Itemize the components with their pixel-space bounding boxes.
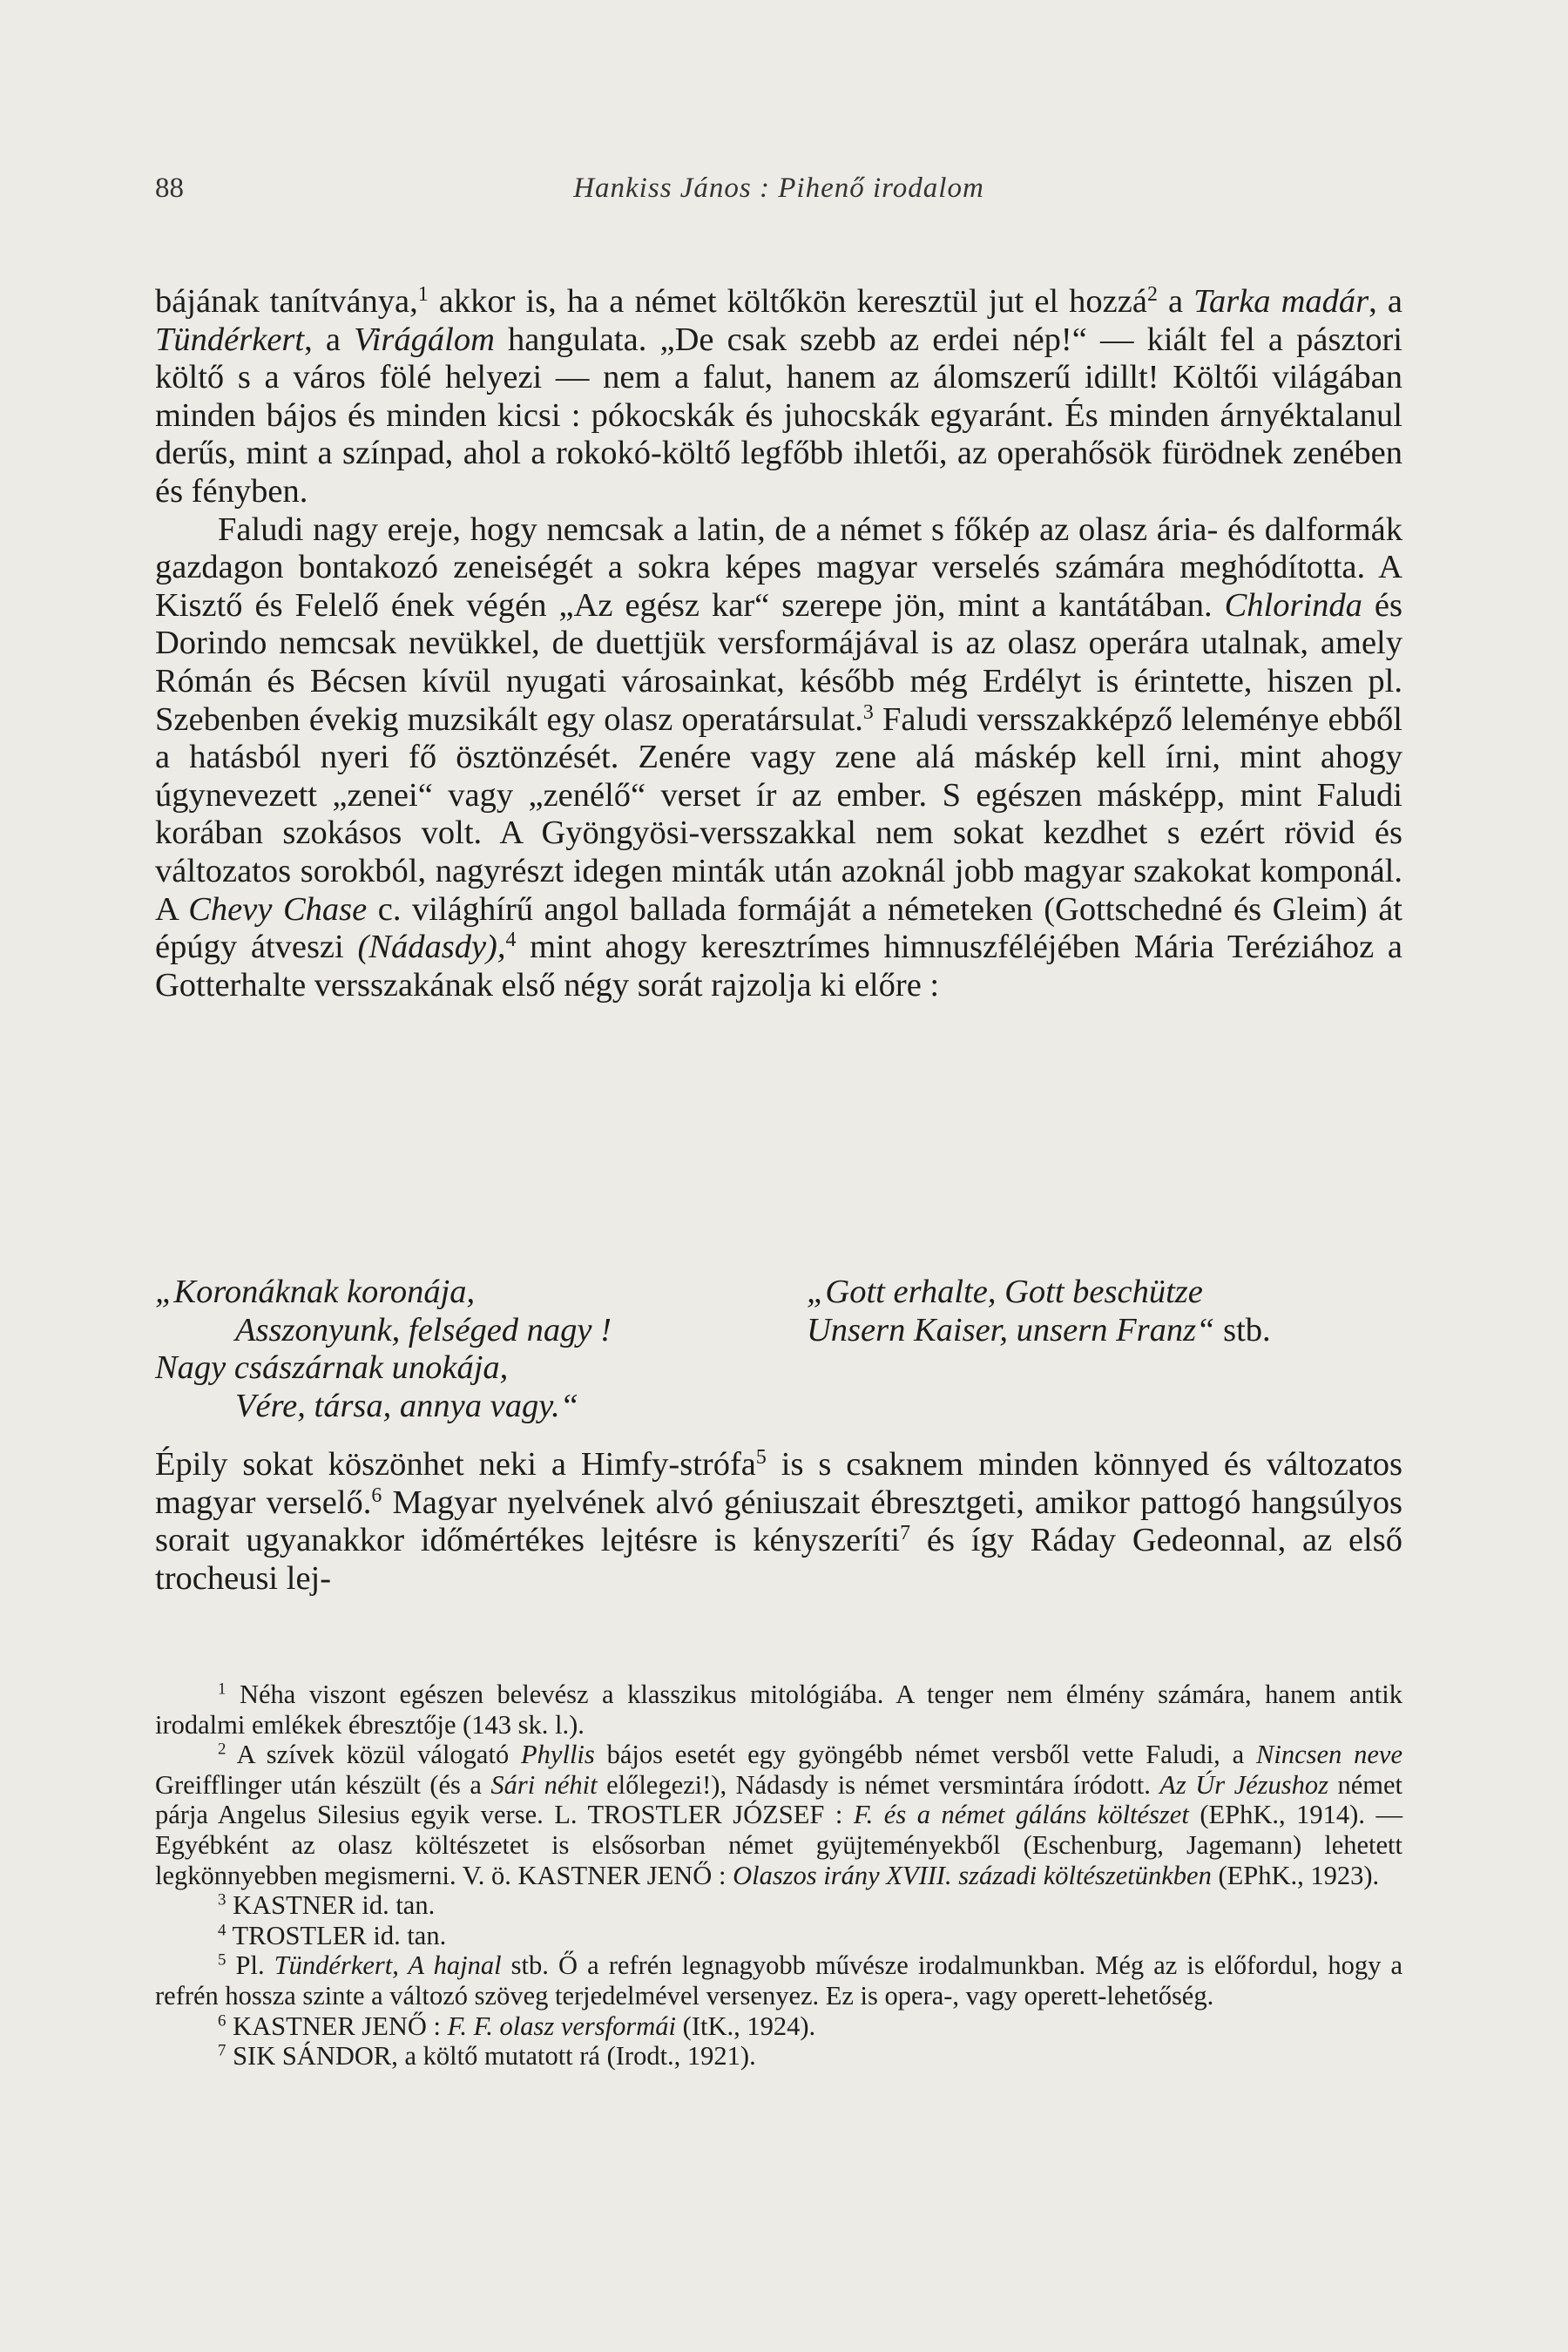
footnote-number: 3 <box>218 1890 226 1909</box>
footnote-text: KASTNER JENŐ : <box>226 2011 448 2041</box>
etc-text: stb. <box>1214 1311 1271 1348</box>
poem-line: Vére, társa, annya vagy.“ <box>235 1387 579 1424</box>
text-run: , a <box>304 321 355 358</box>
poem-line: Nagy császárnak unokája, <box>155 1349 509 1387</box>
running-title: Hankiss János : Pihenő irodalom <box>573 172 984 204</box>
poem-line: „Koronáknak koronája, <box>155 1274 476 1310</box>
text-run: Faludi nagy ereje, hogy nemcsak a latin, de a német s főkép az olasz ária- és dalformák gazdagon bontakozó zeneiségét a sokra képes magyar verselés számára meghódította. A Kisztő és Felelő ének végén „Az egész kar“ szerepe jön, mint a kantátában. <box>155 510 1402 624</box>
footnote-6 <box>155 2011 1402 2042</box>
title-tunderkert-hajnal: Tündérkert, A hajnal <box>274 1950 502 1981</box>
text-run: mint ahogy keresztrímes himnuszféléjében Mária Teréziához a Gotterhalte versszakának első négy sorát rajzolja ki előre : <box>155 929 1402 1004</box>
footnote-5 <box>155 1950 1402 2011</box>
main-text-continued <box>155 1446 1402 1598</box>
main-text <box>155 283 1402 1004</box>
footnotes <box>155 1680 1402 2072</box>
text-run: Épily sokat köszönhet neki a Himfy-strófa <box>155 1446 756 1483</box>
title-nincsen-neve: Nincsen neve <box>1256 1740 1402 1770</box>
footnote-text: Pl. <box>226 1950 274 1981</box>
footnote-ref-4: 4 <box>505 928 517 951</box>
poem-german <box>807 1274 1416 1349</box>
footnote-1 <box>155 1680 1402 1740</box>
text-run: és Dorindo nemcsak nevükkel, de duettjük versformájával is az olasz operára utalnak, amely Rómán és Bécsen kívül nyugati városainkat, később még Erdélyt is érintette, hiszen pl. Szebenben évekig muzsikált egy olasz operatársulat. <box>155 586 1403 738</box>
text-run: is s csaknem minden könnyed és változatos magyar verselő. <box>155 1446 1402 1521</box>
poem-line-with-etc <box>807 1312 1416 1350</box>
footnote-text: bájos esetét egy gyöngébb német versből vette Faludi, a <box>594 1740 1257 1770</box>
poem-hungarian <box>155 1274 791 1425</box>
footnote-ref-1: 1 <box>417 282 429 306</box>
title-olaszos-irany: Olaszos irány XVIII. századi költészetünkben <box>733 1860 1212 1890</box>
text-run: a <box>1157 283 1194 320</box>
title-tarka-madar: Tarka madár <box>1193 283 1369 320</box>
text-run: c. világhírű angol ballada formáját a németeken (Gottschedné és Gleim) át épúgy átveszi <box>155 890 1403 966</box>
footnote-ref-7: 7 <box>900 1522 911 1545</box>
text-run: Faludi versszakképző leleménye ebből a hatásból nyeri fő ösztönzését. Zenére vagy zene alá máskép kell írni, mint ahogy úgynevezett „zenei“ vagy „zenélő“ verset ír az ember. S egészen másképp, mint Faludi korában szokásos volt. A Gyöngyösi-versszakkal nem sokat kezdhet s ezért rövid és változatos sorokból, nagyrészt idegen minták után azoknál jobb magyar szakokat komponál. A <box>155 700 1402 928</box>
title-tunderkert: Tündérkert <box>155 321 305 358</box>
footnote-number: 1 <box>218 1680 226 1699</box>
text-run: bájának tanítványa, <box>155 283 418 320</box>
footnote-4 <box>155 1921 1402 1951</box>
paragraph-2 <box>155 511 1402 1005</box>
page-header <box>155 172 1402 216</box>
footnote-text: TROSTLER id. tan. <box>226 1920 447 1950</box>
page-number: 88 <box>155 172 184 204</box>
title-olasz-versformai: F. F. olasz versformái <box>447 2011 677 2041</box>
footnote-2 <box>155 1740 1402 1890</box>
footnote-text: Néha viszont egészen belevész a klasszikus mitológiába. A tenger nem élmény számára, hanem antik irodalmi emlékek ébresztője (143 sk. l.). <box>155 1680 1402 1740</box>
title-chlorinda: Chlorinda <box>1224 586 1362 624</box>
name-nadasdy: (Nádasdy), <box>357 929 506 966</box>
poem-line: „Gott erhalte, Gott beschütze <box>807 1274 1203 1310</box>
poem-line: Asszonyunk, felséged nagy ! <box>235 1311 612 1348</box>
title-chevy-chase: Chevy Chase <box>188 890 368 928</box>
footnote-text: stb. Ő a refrén legnagyobb művésze irodalmunkban. Még az is előfordul, hogy a refrén hossza szinte a változó szöveg terjedelmével versenyez. Ez is opera-, vagy operett-lehetőség. <box>155 1950 1402 2011</box>
footnote-number: 6 <box>218 2011 226 2031</box>
footnote-text: (EPhK., 1914). — Egyébként az olasz költészetet is elsősorban német gyüjteményekből (Eschenburg, Jagemann) lehetett legkönnyebben megismerni. V. ö. KASTNER JENŐ : <box>155 1800 1402 1890</box>
title-sari-nehit: Sári néhit <box>490 1769 598 1800</box>
text-run: hangulata. „De csak szebb az erdei nép!“ — kiált fel a pásztori költő s a város fölé helyezi — nem a falut, hanem az álomszerű idillt! Költői világában minden bájos és minden kicsi : pókocskák és juhocskák egyaránt. És minden árnyéktalanul derűs, mint a színpad, ahol a rokokó-költő legfőbb ihletői, az operahősök fürödnek zenében és fényben. <box>155 321 1402 510</box>
footnote-ref-3: 3 <box>862 700 874 724</box>
footnote-ref-5: 5 <box>755 1445 767 1469</box>
footnote-text: (ItK., 1924). <box>676 2011 816 2041</box>
paragraph-1 <box>155 283 1402 511</box>
footnote-text: előlegezi!), Nádasdy is német versmintára íródott. <box>597 1769 1160 1800</box>
text-run: akkor is, ha a német költőkön keresztül jut el hozzá <box>428 283 1147 320</box>
footnote-7 <box>155 2041 1402 2072</box>
title-az-ur-jezushoz: Az Úr Jézushoz <box>1159 1769 1329 1800</box>
footnote-text: KASTNER id. tan. <box>226 1890 436 1921</box>
title-galans-kolteszet: F. és a német gáláns költészet <box>853 1800 1189 1830</box>
footnote-text: Greifflinger után készült (és a <box>155 1769 491 1800</box>
footnote-text: A szívek közül válogató <box>226 1740 522 1770</box>
footnote-ref-2: 2 <box>1146 282 1158 306</box>
footnote-text: (EPhK., 1923). <box>1211 1860 1380 1890</box>
footnote-number: 2 <box>218 1740 226 1759</box>
title-phyllis: Phyllis <box>521 1740 595 1770</box>
footnote-3 <box>155 1890 1402 1921</box>
paragraph-3 <box>155 1446 1402 1598</box>
text-run: Magyar nyelvének alvó géniuszait ébresztgeti, amikor pattogó hangsúlyos sorait ugyanakkor időmértékes lejtésre is kényszeríti <box>155 1484 1403 1559</box>
footnote-text: német párja Angelus Silesius egyik verse. L. TROSTLER JÓZSEF : <box>155 1769 1402 1830</box>
text-run: és így Ráday Gedeonnal, az első trocheusi lej- <box>155 1522 1402 1597</box>
text-run: , a <box>1369 283 1402 320</box>
title-viragalom: Virágálom <box>354 321 495 358</box>
poem-line: Unsern Kaiser, unsern Franz“ <box>807 1311 1215 1348</box>
footnote-number: 5 <box>218 1950 226 1970</box>
footnote-number: 4 <box>218 1921 226 1940</box>
footnote-text: SIK SÁNDOR, a költő mutatott rá (Irodt., 1921). <box>226 2041 756 2072</box>
footnote-number: 7 <box>218 2041 226 2060</box>
footnote-ref-6: 6 <box>371 1484 382 1507</box>
